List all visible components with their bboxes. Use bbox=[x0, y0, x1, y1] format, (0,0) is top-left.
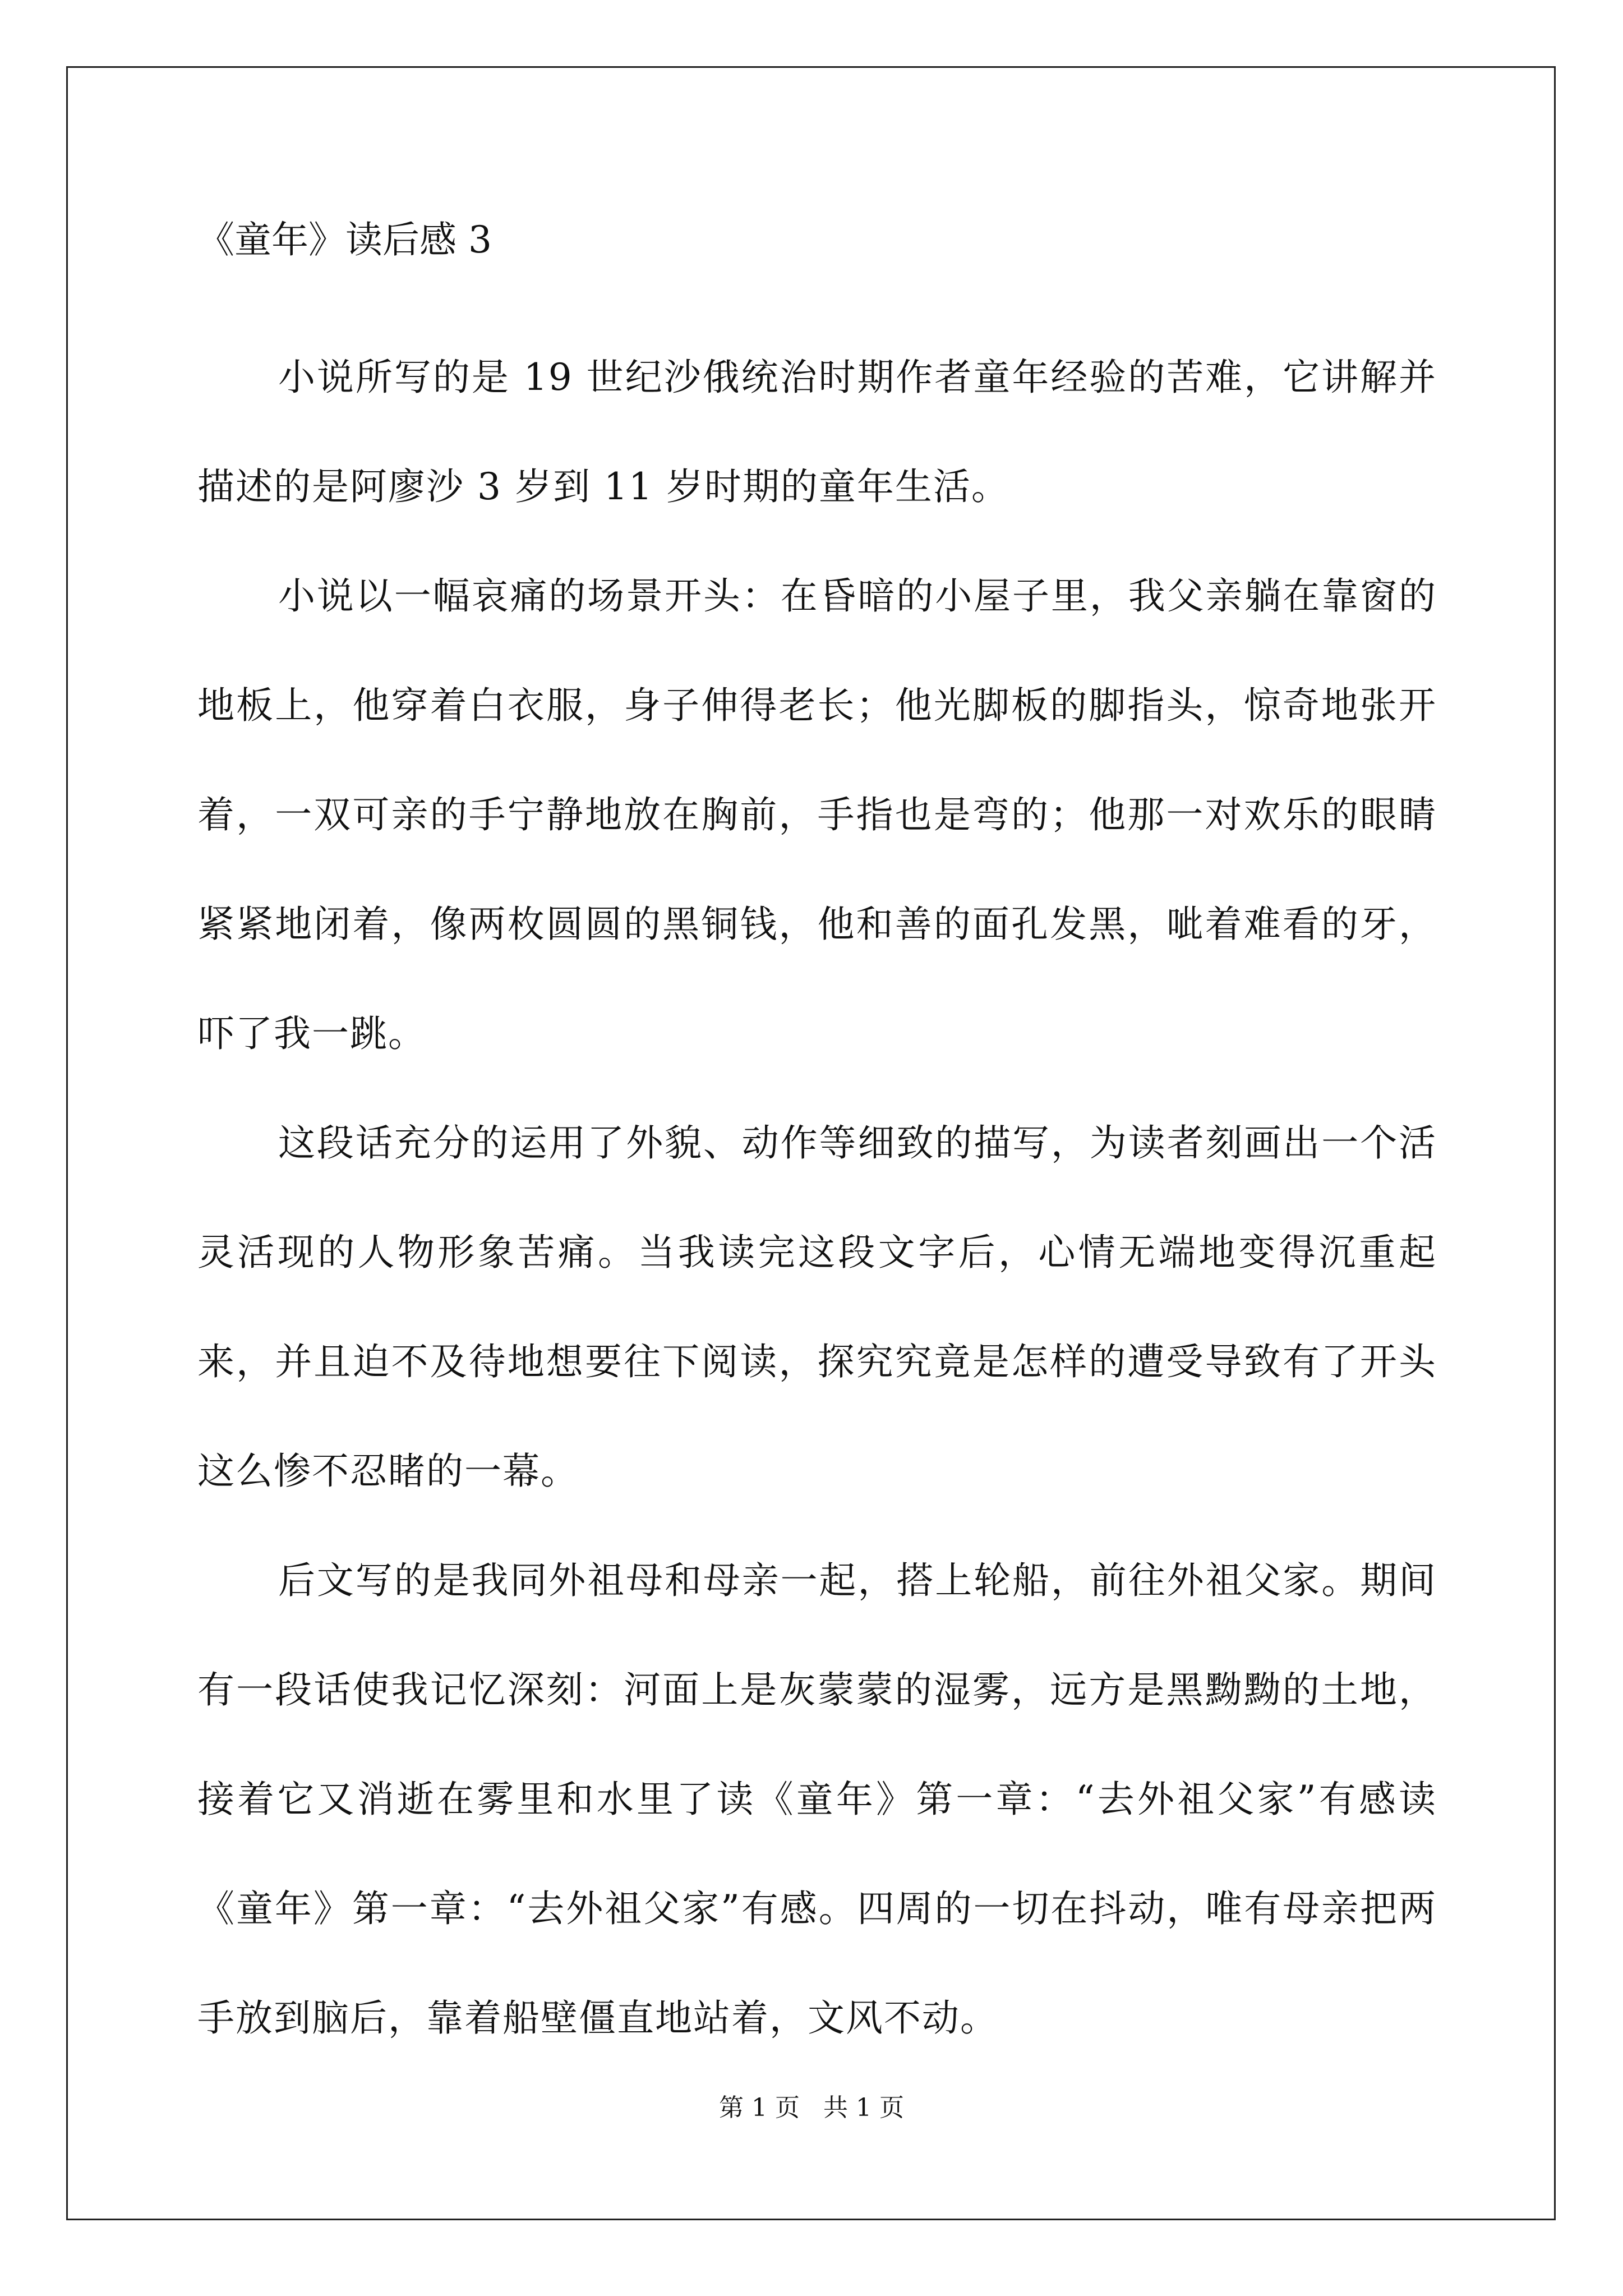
page-footer: 第 1 页 共 1 页 bbox=[719, 2093, 904, 2122]
paragraph-1: 小说所写的是 19 世纪沙俄统治时期作者童年经验的苦难，它讲解并描述的是阿廖沙 3 岁到 11 岁时期的童年生活。 bbox=[197, 356, 1437, 508]
document-title: 《童年》读后感 3 bbox=[197, 218, 492, 261]
paragraph-2: 小说以一幅哀痛的场景开头：在昏暗的小屋子里，我父亲躺在靠窗的地板上，他穿着白衣服，身子伸得老长；他光脚板的脚指头，惊奇地张开着，一双可亲的手宁静地放在胸前，手指也是弯的；他那一对欢乐的眼睛紧紧地闭着，像两枚圆圆的黑铜钱，他和善的面孔发黑，呲着难看的牙，吓了我一跳。 bbox=[197, 574, 1437, 1055]
paragraph-4: 后文写的是我同外祖母和母亲一起，搭上轮船，前往外祖父家。期间有一段话使我记忆深刻：河面上是灰蒙蒙的湿雾，远方是黑黝黝的土地，接着它又消逝在雾里和水里了读《童年》第一章：“去外祖父家”有感读《童年》第一章：“去外祖父家”有感。四周的一切在抖动，唯有母亲把两手放到脑后，靠着船壁僵直地站着，文风不动。 bbox=[197, 1559, 1437, 2040]
document-body bbox=[197, 213, 1437, 2073]
paragraph-3: 这段话充分的运用了外貌、动作等细致的描写，为读者刻画出一个活灵活现的人物形象苦痛。当我读完这段文字后，心情无端地变得沉重起来，并且迫不及待地想要往下阅读，探究究竟是怎样的遭受导致有了开头这么惨不忍睹的一幕。 bbox=[197, 1121, 1437, 1493]
